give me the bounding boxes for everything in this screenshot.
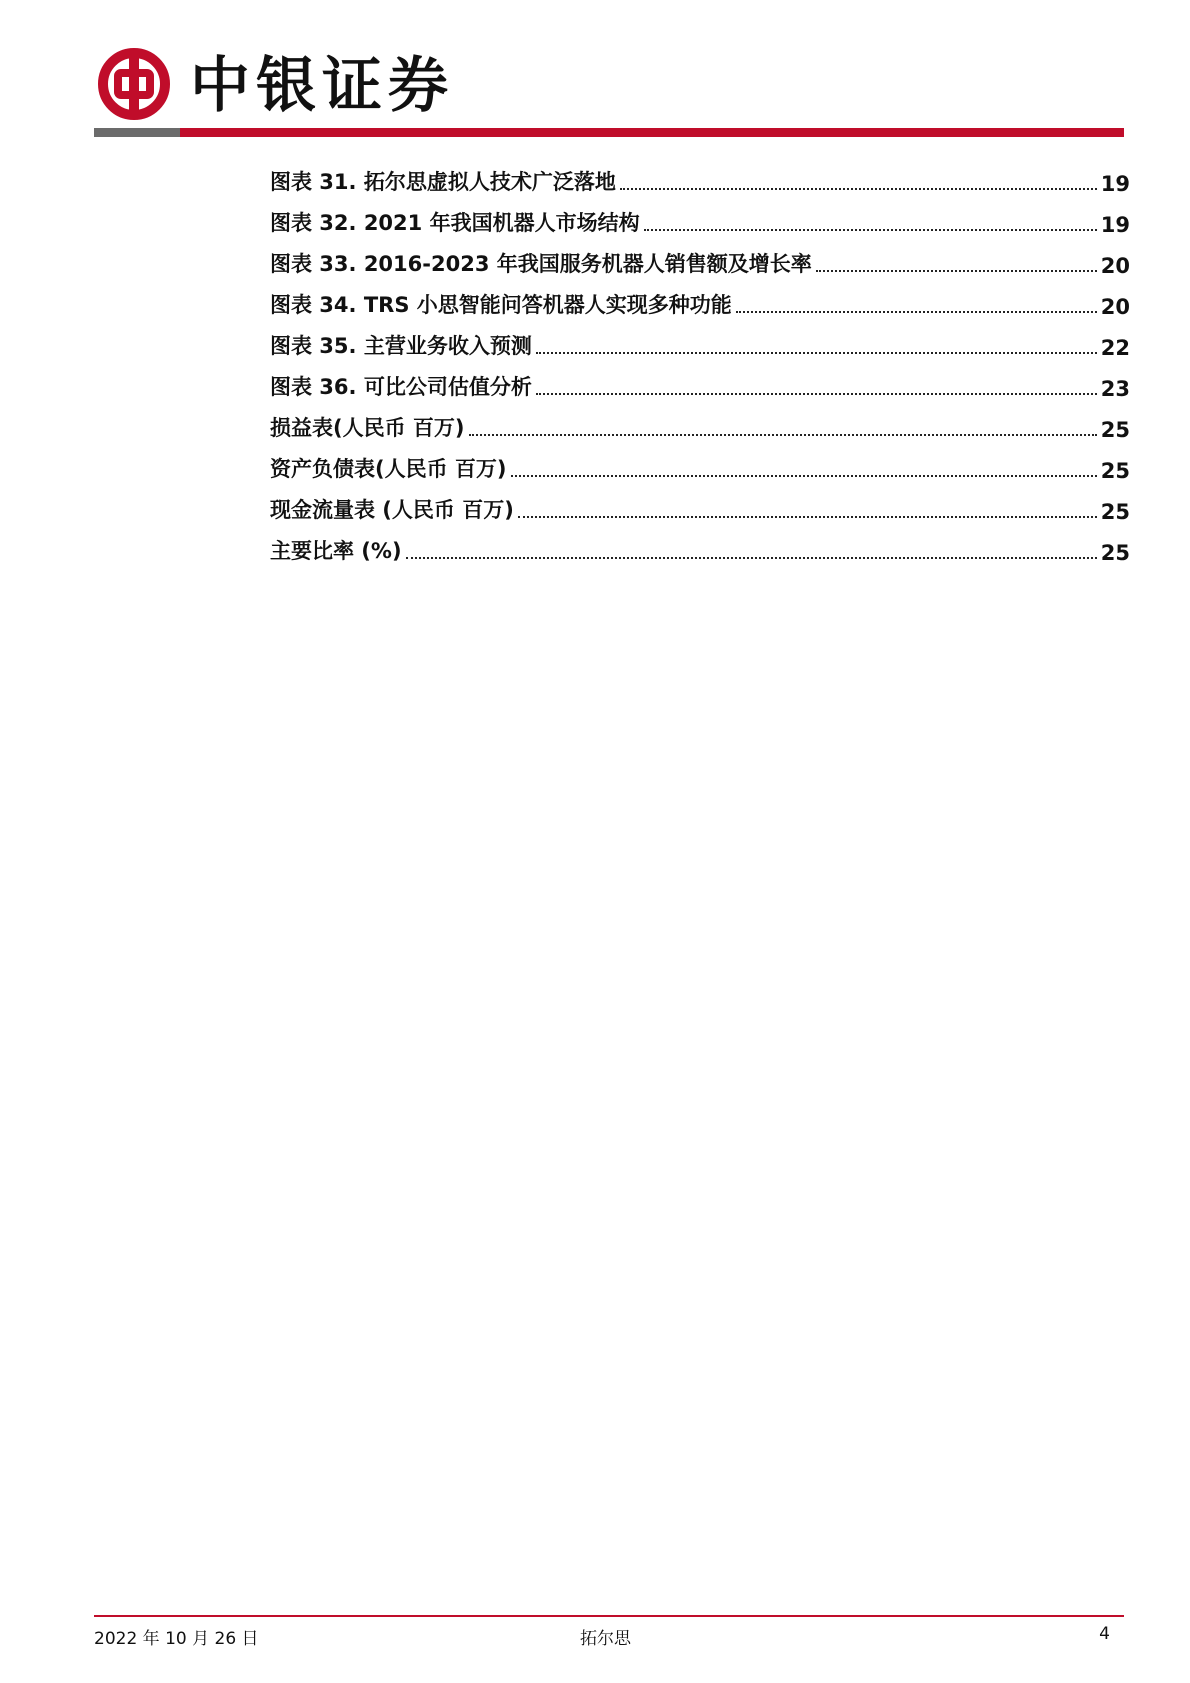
page-footer xyxy=(94,1620,1124,1650)
toc-dot-leader xyxy=(518,516,1097,518)
toc-entry-label: 图表 33. 2016-2023 年我国服务机器人销售额及增长率 xyxy=(270,252,812,276)
brand-name: 中银证券 xyxy=(190,51,454,121)
toc-entry[interactable] xyxy=(270,401,1130,442)
toc-dot-leader xyxy=(644,229,1097,231)
footer-rule xyxy=(94,1615,1124,1617)
toc-dot-leader xyxy=(620,188,1097,190)
toc-entry[interactable] xyxy=(270,155,1130,196)
toc-dot-leader xyxy=(536,352,1097,354)
toc-entry[interactable] xyxy=(270,360,1130,401)
toc-entry[interactable] xyxy=(270,524,1130,565)
header-rule-red xyxy=(180,128,1124,137)
toc-dot-leader xyxy=(469,434,1097,436)
page-header xyxy=(0,0,1190,140)
toc-entry-page: 19 xyxy=(1100,213,1130,237)
toc-entry-page: 20 xyxy=(1100,295,1130,319)
table-of-contents xyxy=(270,155,1130,565)
toc-entry-label: 图表 36. 可比公司估值分析 xyxy=(270,375,532,399)
toc-entry[interactable] xyxy=(270,278,1130,319)
toc-entry[interactable] xyxy=(270,319,1130,360)
toc-entry-label: 图表 35. 主营业务收入预测 xyxy=(270,334,532,358)
footer-company: 拓尔思 xyxy=(580,1629,631,1649)
toc-entry[interactable] xyxy=(270,237,1130,278)
toc-dot-leader xyxy=(736,311,1097,313)
toc-entry-label: 资产负债表(人民币 百万) xyxy=(270,457,507,481)
toc-entry[interactable] xyxy=(270,442,1130,483)
toc-entry-page: 25 xyxy=(1100,500,1130,524)
toc-entry-label: 图表 34. TRS 小思智能问答机器人实现多种功能 xyxy=(270,293,732,317)
toc-entry-page: 25 xyxy=(1100,459,1130,483)
toc-entry-label: 主要比率 (%) xyxy=(270,539,402,563)
toc-entry-label: 图表 31. 拓尔思虚拟人技术广泛落地 xyxy=(270,170,616,194)
toc-entry-label: 图表 32. 2021 年我国机器人市场结构 xyxy=(270,211,640,235)
footer-page-number: 4 xyxy=(1099,1624,1110,1644)
bank-of-china-logo-icon xyxy=(98,48,170,120)
toc-entry-label: 损益表(人民币 百万) xyxy=(270,416,465,440)
toc-entry-page: 25 xyxy=(1100,541,1130,565)
toc-entry[interactable] xyxy=(270,196,1130,237)
toc-entry-page: 20 xyxy=(1100,254,1130,278)
toc-dot-leader xyxy=(406,557,1097,559)
toc-entry[interactable] xyxy=(270,483,1130,524)
toc-entry-page: 22 xyxy=(1100,336,1130,360)
toc-entry-page: 23 xyxy=(1100,377,1130,401)
toc-dot-leader xyxy=(536,393,1097,395)
footer-date: 2022 年 10 月 26 日 xyxy=(94,1629,259,1649)
toc-dot-leader xyxy=(816,270,1097,272)
header-rule-grey xyxy=(94,128,180,137)
toc-entry-page: 19 xyxy=(1100,172,1130,196)
toc-entry-page: 25 xyxy=(1100,418,1130,442)
toc-entry-label: 现金流量表 (人民币 百万) xyxy=(270,498,514,522)
toc-dot-leader xyxy=(511,475,1097,477)
